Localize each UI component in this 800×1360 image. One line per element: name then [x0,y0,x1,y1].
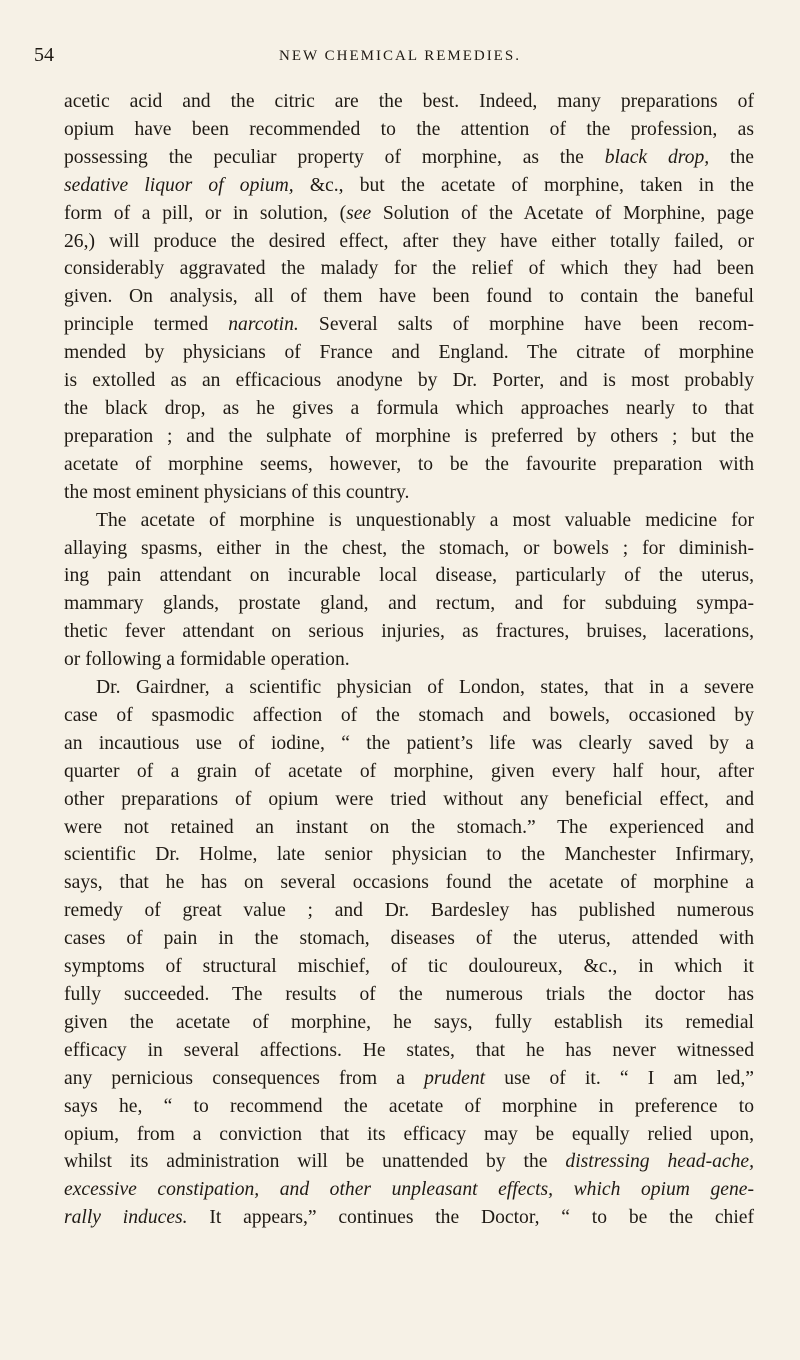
text-line: thetic fever attendant on serious injuries, as fractures, bruises, lacerations, [64,621,754,643]
text-line: sedative liquor of opium, &c., but the acetate of morphine, taken in the [64,174,754,196]
text-line: form of a pill, or in solution, (see Solution of the Acetate of Morphine, page [64,202,754,224]
paragraph [64,88,754,507]
text-line: whilst its administration will be unattended by the distressing head-ache, [64,1151,754,1173]
page-number: 54 [34,44,54,66]
text-line: principle termed narcotin. Several salts of morphine have been recom- [64,314,754,336]
text-line: Dr. Gairdner, a scientific physician of London, states, that in a severe [96,677,754,699]
text-line: an incautious use of iodine, “ the patient’s life was clearly saved by a [64,732,754,754]
text-line: mammary glands, prostate gland, and rectum, and for subduing sympa- [64,593,754,615]
text-line: or following a formidable operation. [64,649,350,671]
text-line: excessive constipation, and other unpleasant effects, which opium gene- [64,1179,754,1201]
text-line: acetic acid and the citric are the best. Indeed, many preparations of [64,91,754,112]
text-line: scientific Dr. Holme, late senior physician to the Manchester Infirmary, [64,844,754,866]
paragraph [64,507,754,674]
text-line: allaying spasms, either in the chest, the stomach, or bowels ; for diminish- [64,537,754,559]
text-line: the most eminent physicians of this country. [64,481,410,503]
text-line: cases of pain in the stomach, diseases of the uterus, attended with [64,928,754,950]
text-line: symptoms of structural mischief, of tic douloureux, &c., in which it [64,956,754,978]
text-line: were not retained an instant on the stomach.” The experienced and [64,816,754,838]
text-line: fully succeeded. The results of the numerous trials the doctor has [64,984,754,1005]
text-line: 26,) will produce the desired effect, after they have either totally failed, or [64,230,754,252]
text-line: the black drop, as he gives a formula which approaches nearly to that [64,397,754,419]
text-line: opium have been recommended to the attention of the profession, as [64,118,754,140]
text-line: says he, “ to recommend the acetate of morphine in preference to [64,1095,754,1117]
text-line: any pernicious consequences from a prudent use of it. “ I am led,” [64,1067,754,1089]
text-line: rally induces. It appears,” continues the Doctor, “ to be the chief [64,1207,755,1229]
running-head: NEW CHEMICAL REMEDIES. [279,48,521,64]
text-line: opium, from a conviction that its efficacy may be equally relied upon, [64,1123,754,1145]
text-line: remedy of great value ; and Dr. Bardesley has published numerous [64,900,754,922]
text-line: case of spasmodic affection of the stomach and bowels, occasioned by [64,704,754,726]
text-line: The acetate of morphine is unquestionably a most valuable medicine for [96,509,754,531]
text-line: considerably aggravated the malady for the relief of which they had been [64,258,754,280]
text-line: given the acetate of morphine, he says, fully establish its remedial [64,1011,754,1033]
text-line: possessing the peculiar property of morphine, as the black drop, the [64,146,754,168]
text-line: other preparations of opium were tried without any beneficial effect, and [64,788,754,810]
text-line: given. On analysis, all of them have been found to contain the baneful [64,286,754,308]
text-line: acetate of morphine seems, however, to be the favourite preparation with [64,453,754,475]
text-line: preparation ; and the sulphate of morphine is preferred by others ; but the [64,425,754,447]
page-header [0,44,800,74]
text-line: efficacy in several affections. He states, that he has never witnessed [64,1039,754,1061]
text-line: mended by physicians of France and England. The citrate of morphine [64,342,754,364]
text-line: quarter of a grain of acetate of morphine, given every half hour, after [64,760,754,782]
body-text [64,88,754,1232]
text-line: says, that he has on several occasions found the acetate of morphine a [64,872,754,894]
paragraph [64,674,754,1232]
text-line: is extolled as an efficacious anodyne by Dr. Porter, and is most probably [64,370,754,392]
text-line: ing pain attendant on incurable local disease, particularly of the uterus, [64,565,754,587]
